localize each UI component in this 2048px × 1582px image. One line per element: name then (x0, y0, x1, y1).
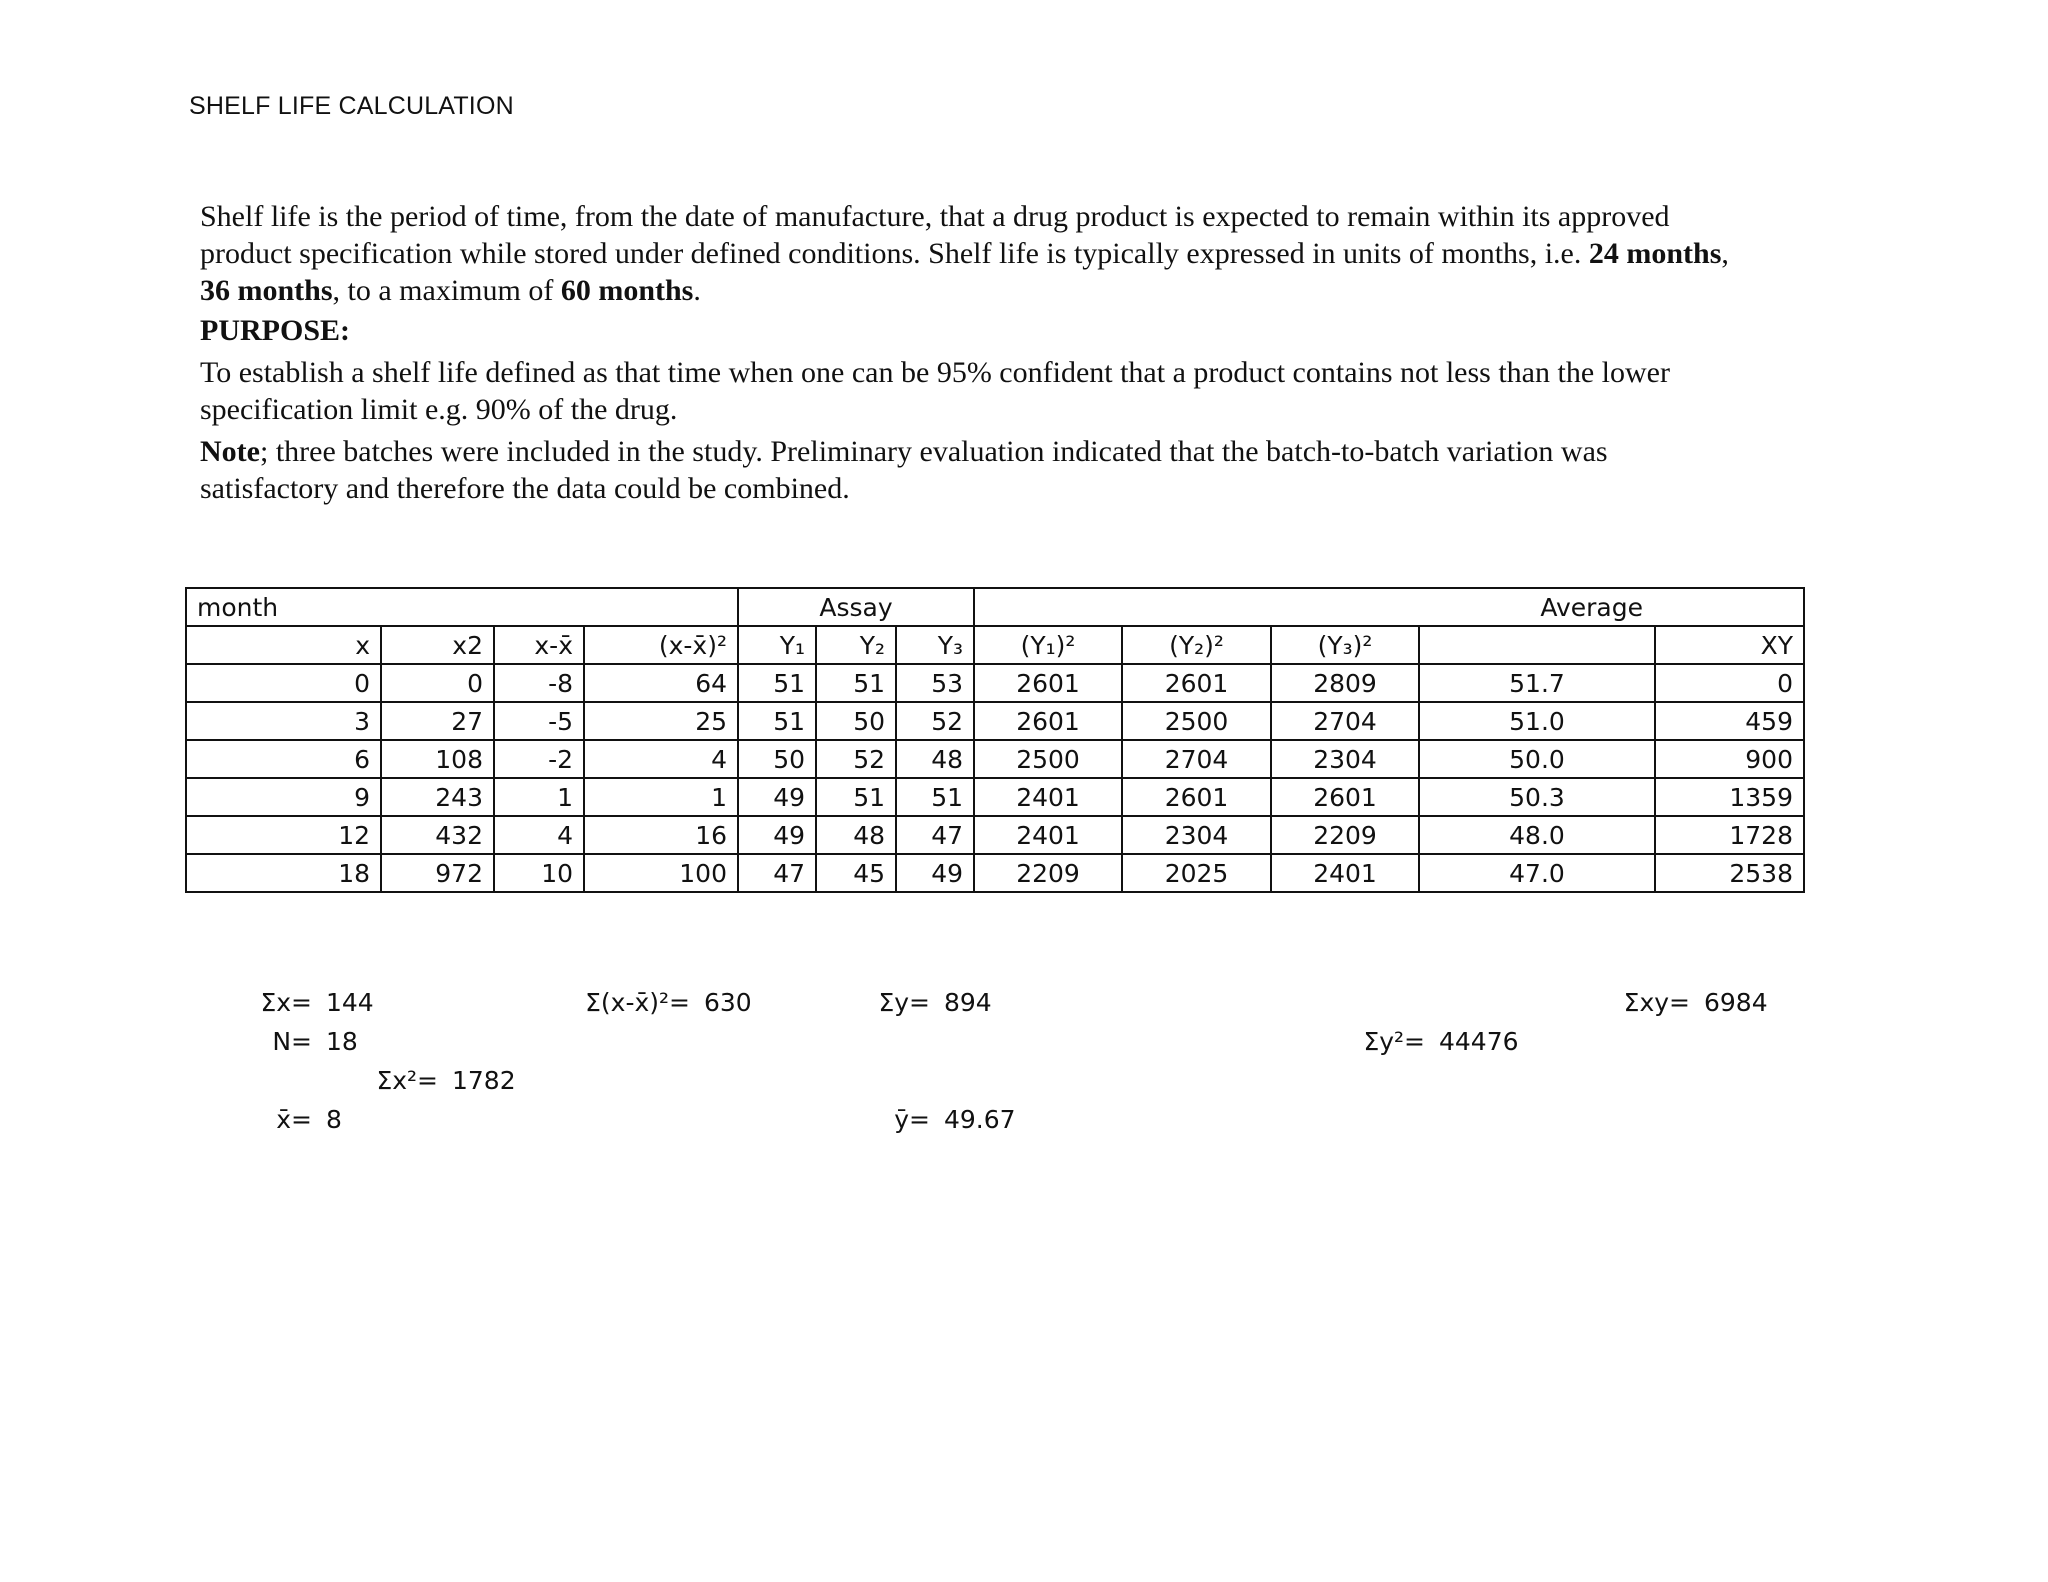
col-header-y3: Y₃ (896, 626, 974, 664)
cell-x-minus-xbar: 1 (494, 778, 584, 816)
cell-xy: 900 (1655, 740, 1804, 778)
col-header-y3-squared: (Y₃)² (1271, 626, 1419, 664)
n-count (250, 1027, 358, 1056)
x-mean-value: 8 (326, 1105, 342, 1134)
cell-y3-squared: 2809 (1271, 664, 1419, 702)
table-row (186, 854, 1804, 892)
y-mean-value: 49.67 (944, 1105, 1016, 1134)
cell-x2: 0 (381, 664, 494, 702)
sum-deviation-squared (560, 988, 752, 1017)
separator: , (1721, 237, 1729, 270)
sum-y-squared-label: Σy²= (1363, 1027, 1425, 1056)
cell-y1-squared: 2401 (974, 816, 1122, 854)
purpose-text: To establish a shelf life defined as that time when one can be 95% confident that a product contains not less than the lower specification limit e.g. 90% of the drug. (200, 356, 1670, 426)
n-value: 18 (326, 1027, 358, 1056)
intro-section (200, 198, 1740, 507)
cell-y1-squared: 2209 (974, 854, 1122, 892)
cell-y3: 47 (896, 816, 974, 854)
col-header-dev-squared: (x-x̄)² (584, 626, 738, 664)
note-paragraph (200, 433, 1740, 507)
sum-x-value: 144 (326, 988, 374, 1017)
cell-x-minus-xbar: 4 (494, 816, 584, 854)
x-mean-label: x̄= (276, 1105, 312, 1134)
cell-x2: 243 (381, 778, 494, 816)
cell-dev-squared: 1 (584, 778, 738, 816)
cell-x-minus-xbar: -8 (494, 664, 584, 702)
cell-y2-squared: 2704 (1122, 740, 1271, 778)
cell-y3: 51 (896, 778, 974, 816)
y-mean (850, 1105, 1016, 1134)
definition-text-2: , to a maximum of (332, 274, 561, 307)
sum-x-squared-value: 1782 (452, 1066, 516, 1095)
cell-y3-squared: 2209 (1271, 816, 1419, 854)
cell-dev-squared: 25 (584, 702, 738, 740)
cell-y2: 52 (816, 740, 896, 778)
cell-dev-squared: 4 (584, 740, 738, 778)
cell-x: 18 (186, 854, 381, 892)
cell-y2: 48 (816, 816, 896, 854)
cell-y1: 47 (738, 854, 816, 892)
cell-x-minus-xbar: 10 (494, 854, 584, 892)
month-group-header: month (186, 588, 738, 626)
sum-y-squared-value: 44476 (1439, 1027, 1519, 1056)
cell-average: 47.0 (1419, 854, 1655, 892)
x-mean (250, 1105, 342, 1134)
term-60-months: 60 months (560, 274, 694, 307)
sum-deviation-squared-label: Σ(x-x̄)²= (585, 988, 690, 1017)
cell-y3: 48 (896, 740, 974, 778)
cell-x-minus-xbar: -2 (494, 740, 584, 778)
cell-y1-squared: 2601 (974, 702, 1122, 740)
cell-y2-squared: 2500 (1122, 702, 1271, 740)
group-header-row (186, 588, 1804, 626)
cell-x2: 972 (381, 854, 494, 892)
table-row (186, 778, 1804, 816)
col-header-x-minus-xbar: x-x̄ (494, 626, 584, 664)
period: . (693, 274, 701, 307)
cell-y2: 50 (816, 702, 896, 740)
cell-dev-squared: 100 (584, 854, 738, 892)
cell-average: 48.0 (1419, 816, 1655, 854)
cell-x: 12 (186, 816, 381, 854)
table-body (186, 664, 1804, 892)
cell-xy: 1359 (1655, 778, 1804, 816)
note-text: ; three batches were included in the study. Preliminary evaluation indicated that the batch-to-batch variation was satisfactory and therefore the data could be combined. (200, 435, 1608, 505)
table-row (186, 816, 1804, 854)
table-row (186, 702, 1804, 740)
cell-y1: 49 (738, 816, 816, 854)
cell-y3-squared: 2601 (1271, 778, 1419, 816)
cell-x2: 108 (381, 740, 494, 778)
col-header-y1: Y₁ (738, 626, 816, 664)
col-header-y1-squared: (Y₁)² (974, 626, 1122, 664)
cell-x2: 432 (381, 816, 494, 854)
y-mean-label: ȳ= (894, 1105, 930, 1134)
cell-y3: 53 (896, 664, 974, 702)
cell-xy: 0 (1655, 664, 1804, 702)
cell-xy: 459 (1655, 702, 1804, 740)
table-row (186, 664, 1804, 702)
cell-y2-squared: 2304 (1122, 816, 1271, 854)
sum-x-label: Σx= (260, 988, 312, 1017)
sum-y-label: Σy= (878, 988, 930, 1017)
cell-average: 50.0 (1419, 740, 1655, 778)
cell-x-minus-xbar: -5 (494, 702, 584, 740)
term-24-months: 24 months (1588, 237, 1722, 270)
cell-y2-squared: 2601 (1122, 664, 1271, 702)
note-label: Note (200, 435, 260, 468)
cell-y2: 51 (816, 778, 896, 816)
table-row (186, 740, 1804, 778)
cell-y2-squared: 2601 (1122, 778, 1271, 816)
cell-y1: 51 (738, 702, 816, 740)
cell-dev-squared: 16 (584, 816, 738, 854)
cell-y2-squared: 2025 (1122, 854, 1271, 892)
cell-y3: 52 (896, 702, 974, 740)
sum-xy-value: 6984 (1704, 988, 1768, 1017)
sum-y-value: 894 (944, 988, 992, 1017)
term-36-months: 36 months (200, 274, 333, 307)
cell-y3-squared: 2401 (1271, 854, 1419, 892)
cell-xy: 1728 (1655, 816, 1804, 854)
sum-y-squared (1345, 1027, 1519, 1056)
col-header-average (1419, 626, 1655, 664)
cell-average: 51.7 (1419, 664, 1655, 702)
cell-dev-squared: 64 (584, 664, 738, 702)
cell-x: 3 (186, 702, 381, 740)
col-header-y2: Y₂ (816, 626, 896, 664)
col-header-xy: XY (1655, 626, 1804, 664)
shelf-life-definition (200, 198, 1740, 309)
cell-y1-squared: 2401 (974, 778, 1122, 816)
cell-y1: 50 (738, 740, 816, 778)
definition-text: Shelf life is the period of time, from the date of manufacture, that a drug product is expected to remain within its approved product specification while stored under defined conditions. Shelf life is typically expressed in units of months, i.e. (200, 200, 1670, 270)
cell-average: 50.3 (1419, 778, 1655, 816)
sum-y (850, 988, 992, 1017)
col-header-y2-squared: (Y₂)² (1122, 626, 1271, 664)
shelf-life-data-table (185, 587, 1805, 893)
cell-x2: 27 (381, 702, 494, 740)
assay-group-header: Assay (738, 588, 974, 626)
average-group-header: Average (974, 588, 1804, 626)
n-label: N= (272, 1027, 312, 1056)
col-header-x: x (186, 626, 381, 664)
cell-y1: 51 (738, 664, 816, 702)
sum-x (250, 988, 374, 1017)
cell-y2: 51 (816, 664, 896, 702)
page-header: SHELF LIFE CALCULATION (189, 92, 514, 120)
cell-y3-squared: 2304 (1271, 740, 1419, 778)
col-header-x2: x2 (381, 626, 494, 664)
cell-y2: 45 (816, 854, 896, 892)
cell-y1: 49 (738, 778, 816, 816)
cell-y1-squared: 2601 (974, 664, 1122, 702)
purpose-heading: PURPOSE: (200, 314, 350, 347)
sum-xy-label: Σxy= (1623, 988, 1690, 1017)
cell-x: 9 (186, 778, 381, 816)
cell-x: 6 (186, 740, 381, 778)
sum-x-squared (360, 1066, 516, 1095)
cell-xy: 2538 (1655, 854, 1804, 892)
cell-y3-squared: 2704 (1271, 702, 1419, 740)
cell-average: 51.0 (1419, 702, 1655, 740)
cell-y1-squared: 2500 (974, 740, 1122, 778)
column-header-row (186, 626, 1804, 664)
cell-y3: 49 (896, 854, 974, 892)
cell-x: 0 (186, 664, 381, 702)
sum-deviation-squared-value: 630 (704, 988, 752, 1017)
sum-xy (1600, 988, 1768, 1017)
sum-x-squared-label: Σx²= (376, 1066, 438, 1095)
